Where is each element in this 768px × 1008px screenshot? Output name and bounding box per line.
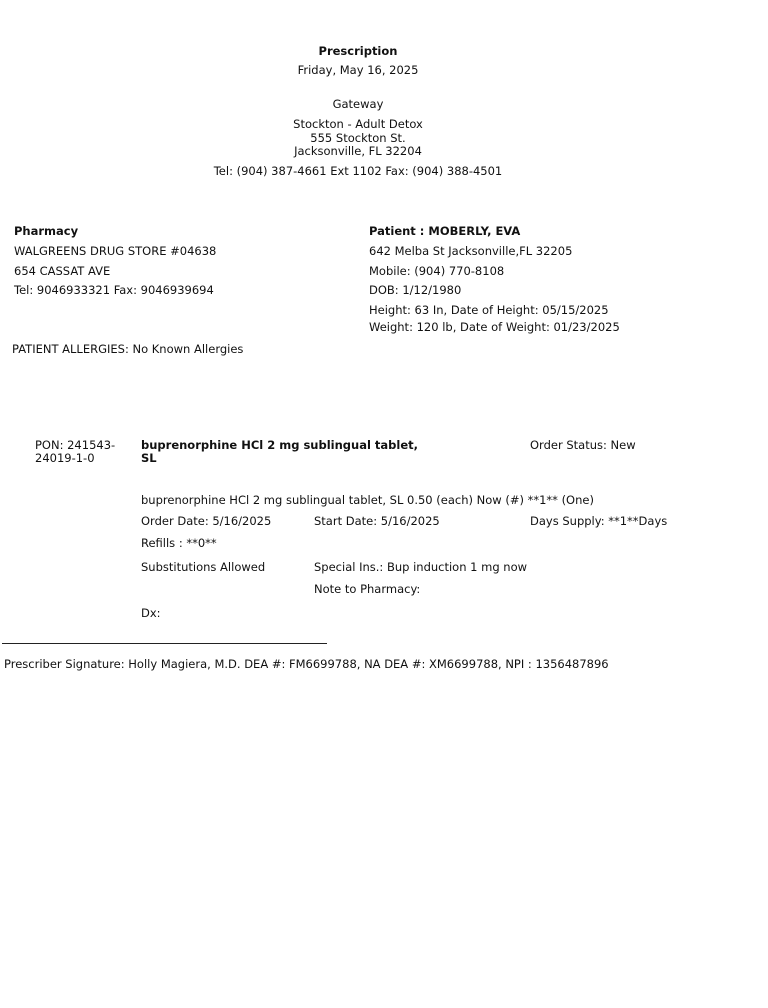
drug-sig: buprenorphine HCl 2 mg sublingual tablet, SL 0.50 (each) Now (#) **1** (One) — [141, 493, 594, 507]
special-instructions: Special Ins.: Bup induction 1 mg now — [314, 560, 528, 574]
order-status: Order Status: New — [530, 438, 636, 452]
prescriber-signature: Prescriber Signature: Holly Magiera, M.D. DEA #: FM6699788, NA DEA #: XM6699788, NPI : 1356487896 — [4, 657, 609, 671]
organization-name: Gateway — [332, 97, 384, 111]
substitutions: Substitutions Allowed — [141, 560, 266, 574]
prescription-date: Friday, May 16, 2025 — [297, 63, 419, 77]
drug-name-line1: buprenorphine HCl 2 mg sublingual tablet, — [141, 438, 419, 452]
order-date: Order Date: 5/16/2025 — [141, 514, 272, 528]
days-supply: Days Supply: **1**Days — [530, 514, 668, 528]
patient-address: 642 Melba St Jacksonville,FL 32205 — [369, 244, 573, 258]
facility-phone: Tel: (904) 387-4661 Ext 1102 Fax: (904) 388-4501 — [213, 164, 503, 178]
pon-line2: 24019-1-0 — [35, 451, 95, 465]
start-date: Start Date: 5/16/2025 — [314, 514, 440, 528]
pharmacy-phone: Tel: 9046933321 Fax: 9046939694 — [14, 283, 214, 297]
pharmacy-address: 654 CASSAT AVE — [14, 264, 111, 278]
patient-allergies: PATIENT ALLERGIES: No Known Allergies — [12, 342, 244, 356]
pon-line1: PON: 241543- — [35, 438, 116, 452]
pharmacy-heading: Pharmacy — [14, 224, 79, 238]
facility-address-line1: 555 Stockton St. — [310, 131, 406, 145]
note-to-pharmacy: Note to Pharmacy: — [314, 582, 421, 596]
patient-weight: Weight: 120 lb, Date of Weight: 01/23/2025 — [369, 320, 620, 334]
patient-dob: DOB: 1/12/1980 — [369, 283, 462, 297]
patient-height: Height: 63 In, Date of Height: 05/15/2025 — [369, 303, 609, 317]
facility-address-line2: Jacksonville, FL 32204 — [294, 144, 422, 158]
page-title: Prescription — [318, 44, 398, 58]
diagnosis: Dx: — [141, 606, 161, 620]
patient-heading: Patient : MOBERLY, EVA — [369, 224, 521, 238]
pharmacy-name: WALGREENS DRUG STORE #04638 — [14, 244, 217, 258]
patient-mobile: Mobile: (904) 770-8108 — [369, 264, 505, 278]
signature-line — [2, 643, 327, 644]
facility-name: Stockton - Adult Detox — [293, 117, 423, 131]
drug-name-line2: SL — [141, 451, 157, 465]
refills: Refills : **0** — [141, 536, 217, 550]
